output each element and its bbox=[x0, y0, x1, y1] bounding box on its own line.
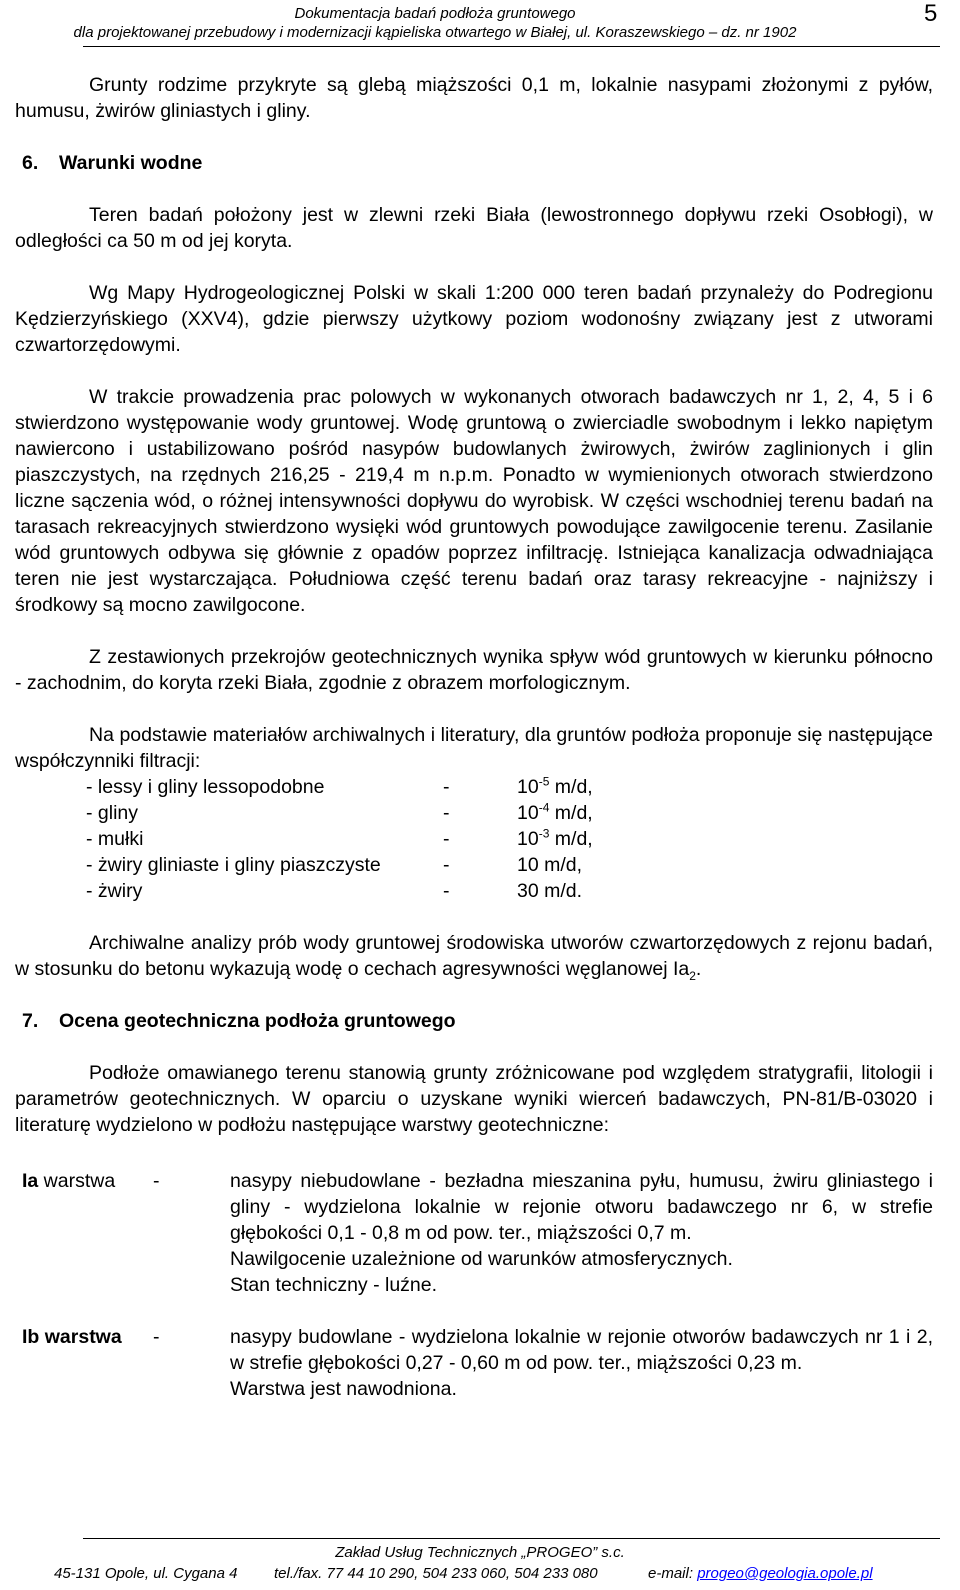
footer-phone: tel./fax. 77 44 10 290, 504 233 060, 504 233 080 bbox=[274, 1565, 598, 1582]
footer-email: e-mail: progeo@geologia.opole.pl bbox=[648, 1565, 873, 1582]
paragraph-soils: Grunty rodzime przykryte są glebą miąższości 0,1 m, lokalnie nasypami złożonymi z pyłów, humusu, żwirów gliniastych i gliny. bbox=[15, 74, 933, 122]
layer-ia bbox=[15, 1168, 933, 1298]
paragraph-6-4: Z zestawionych przekrojów geotechnicznych wynika spływ wód gruntowych w kierunku północno - zachodnim, do koryta rzeki Biała, zgodnie z obrazem morfologicznym. bbox=[15, 646, 933, 694]
header-subtitle: dla projektowanej przebudowy i modernizacji kąpieliska otwartego w Białej, ul. Koraszewskiego – dz. nr 1902 bbox=[73, 24, 797, 41]
paragraph-6-2: Wg Mapy Hydrogeologicznej Polski w skali 1:200 000 teren badań przynależy do Podregionu Kędzierzyńskiego (XXV4), gdzie pierwszy użytkowy poziom wodonośny związany jest z utworami czwartorzędowymi. bbox=[15, 282, 933, 356]
filtration-coefficients-list bbox=[86, 774, 933, 904]
layer-ib bbox=[15, 1324, 933, 1402]
coefficient-dash: - bbox=[443, 776, 450, 798]
coefficient-soil: - żwiry gliniaste i gliny piaszczyste bbox=[86, 854, 381, 876]
layer-description: nasypy niebudowlane - bezładna mieszanina pyłu, humusu, żwiru gliniastego i gliny - wydzielona lokalnie w rejonie otworu badawczego nr 6, w strefie głębokości 0,1 - 0,8 m od pow. ter., miąższości 0,7 m. Nawilgocenie uzależnione od warunków atmosferycznych. Stan techniczny - luźne. bbox=[230, 1170, 933, 1296]
paragraph-7-1: Podłoże omawianego terenu stanowią grunty zróżnicowane pod względem stratygrafii, litologii i parametrów geotechnicznych. W oparciu o uzyskane wyniki wierceń badawczych, PN-81/B-03020 i literaturę wydzielono w podłożu następujące warstwy geotechniczne: bbox=[15, 1062, 933, 1136]
layer-dash: - bbox=[153, 1326, 160, 1348]
coefficient-row bbox=[86, 774, 933, 800]
coefficient-value: 10 m/d, bbox=[517, 854, 583, 876]
layer-label: Ia warstwa bbox=[22, 1170, 116, 1192]
layer-dash: - bbox=[153, 1170, 160, 1192]
layer-description: nasypy budowlane - wydzielona lokalnie w rejonie otworów badawczych nr 1 i 2, w strefie głębokości 0,27 - 0,60 m od pow. ter., miąższości 0,23 m. Warstwa jest nawodniona. bbox=[230, 1326, 933, 1400]
section-6-number: 6. bbox=[22, 152, 39, 174]
coefficient-dash: - bbox=[443, 854, 450, 876]
paragraph-6-3: W trakcie prowadzenia prac polowych w wykonanych otworach badawczych nr 1, 2, 4, 5 i 6 stwierdzono występowanie wody gruntowej. Wodę gruntową o zwierciadle swobodnym i lekko napiętym nawiercono i ustabilizowano pośród nasypów budowlanych żwirowych, żwirów zaglinionych i glin piaszczystych, na rzędnych 216,25 - 219,4 m n.p.m. Ponadto w wymienionych otworach stwierdzono liczne sączenia wód, o różnej intensywności dopływu do wyrobisk. W części wschodniej terenu badań na tarasach rekreacyjnych stwierdzono wysięki wód gruntowych powodujące zawilgocenie terenu. Zasilanie wód gruntowych odbywa się głównie z opadów poprzez infiltrację. Istniejąca kanalizacja odwadniająca teren nie jest wystarczająca. Południowa część terenu badań oraz tarasy rekreacyjne - najniższy i środkowy są mocno zawilgocone. bbox=[15, 386, 933, 616]
coefficient-dash: - bbox=[443, 880, 450, 902]
section-7-heading bbox=[22, 1008, 933, 1034]
coefficient-soil: - lessy i gliny lessopodobne bbox=[86, 776, 325, 798]
coefficient-soil: - gliny bbox=[86, 802, 139, 824]
coefficient-value: $10^{-4}$ m/d, bbox=[517, 800, 593, 824]
coefficient-value: $10^{-3}$ m/d, bbox=[517, 826, 593, 850]
coefficient-row bbox=[86, 852, 933, 878]
footer-divider bbox=[83, 1538, 940, 1539]
header-divider bbox=[83, 46, 940, 47]
paragraph-6-6: Archiwalne analizy prób wody gruntowej środowiska utworów czwartorzędowych z rejonu badań, w stosunku do betonu wykazują wodę o cechach agresywności węglanowej $Ia_2$. bbox=[15, 932, 933, 983]
section-7-number: 7. bbox=[22, 1010, 39, 1032]
layer-label: Ib warstwa bbox=[22, 1326, 122, 1348]
section-6-heading bbox=[22, 150, 933, 176]
paragraph-6-1: Teren badań położony jest w zlewni rzeki Biała (lewostronnego dopływu rzeki Osobłogi), w odległości ca 50 m od jej koryta. bbox=[15, 204, 933, 252]
document-body bbox=[15, 72, 933, 1402]
coefficient-row bbox=[86, 878, 933, 904]
footer-address: 45-131 Opole, ul. Cygana 4 bbox=[54, 1565, 238, 1582]
coefficient-row bbox=[86, 800, 933, 826]
footer-company: Zakład Usług Technicznych „PROGEO” s.c. bbox=[335, 1544, 625, 1561]
section-6-title: Warunki wodne bbox=[59, 152, 203, 174]
section-7-title: Ocena geotechniczna podłoża gruntowego bbox=[59, 1010, 456, 1032]
coefficient-value: $10^{-5}$ m/d, bbox=[517, 774, 593, 798]
coefficient-dash: - bbox=[443, 802, 450, 824]
email-link[interactable]: progeo@geologia.opole.pl bbox=[697, 1565, 873, 1582]
coefficient-row bbox=[86, 826, 933, 852]
header-title: Dokumentacja badań podłoża gruntowego bbox=[294, 5, 576, 22]
paragraph-6-5: Na podstawie materiałów archiwalnych i literatury, dla gruntów podłoża proponuje się następujące współczynniki filtracji: bbox=[15, 724, 933, 772]
coefficient-value: 30 m/d. bbox=[517, 880, 583, 902]
page-header bbox=[0, 4, 870, 42]
coefficient-dash: - bbox=[443, 828, 450, 850]
page-number: 5 bbox=[924, 0, 938, 27]
coefficient-soil: - żwiry bbox=[86, 880, 143, 902]
coefficient-soil: - mułki bbox=[86, 828, 144, 850]
